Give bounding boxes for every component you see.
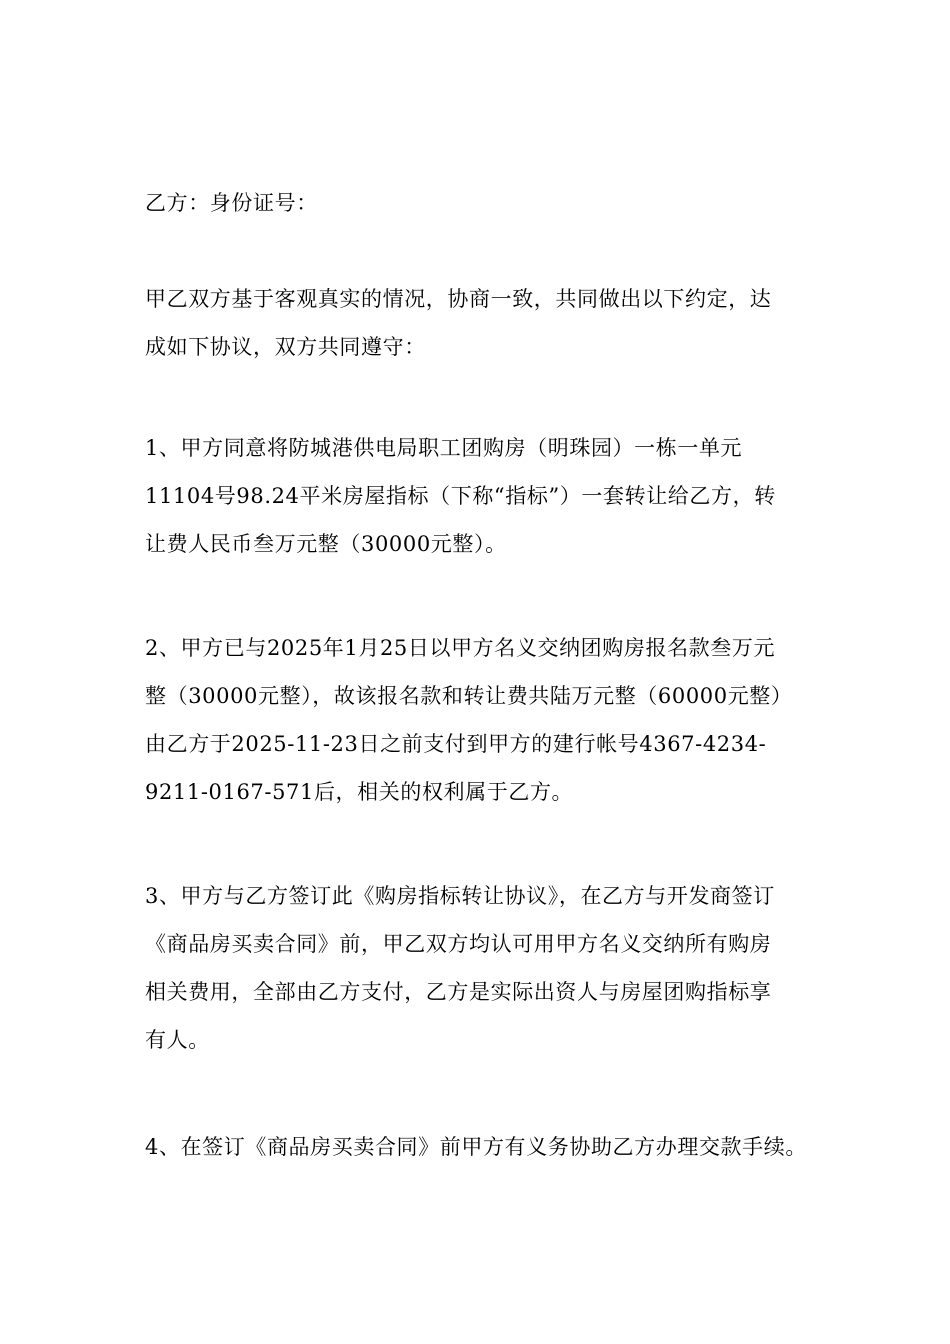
text-line: 9211-0167-571后，相关的权利属于乙方。 [145, 780, 574, 804]
text-line: 甲乙双方基于客观真实的情况，协商一致，共同做出以下约定，达 [145, 287, 772, 311]
text-line: 有人。 [145, 1028, 210, 1052]
text-line: 乙方：身份证号： [145, 191, 318, 215]
text-line: 3、甲方与乙方签订此《购房指标转让协议》，在乙方与开发商签订 [145, 884, 775, 908]
text-line: 2、甲方已与2025年1月25日以甲方名义交纳团购房报名款叁万元 [145, 636, 776, 660]
text-line: 11104号98.24平米房屋指标（下称“指标”）一套转让给乙方，转 [145, 484, 776, 508]
clause-4-paragraph [145, 1123, 825, 1171]
text-line: 4、在签订《商品房买卖合同》前甲方有义务协助乙方办理交款手续。 [145, 1135, 807, 1159]
text-line: 整（30000元整），故该报名款和转让费共陆万元整（60000元整） [145, 684, 793, 708]
text-line: 《商品房买卖合同》前，甲乙双方均认可用甲方名义交纳所有购房 [145, 932, 772, 956]
party-b-id-line [145, 179, 825, 227]
text-line: 相关费用，全部由乙方支付，乙方是实际出资人与房屋团购指标享 [145, 980, 772, 1004]
text-line: 成如下协议，双方共同遵守： [145, 335, 426, 359]
text-line: 让费人民币叁万元整（30000元整）。 [145, 532, 507, 556]
clause-3-paragraph [145, 872, 825, 1064]
text-line: 1、甲方同意将防城港供电局职工团购房（明珠园）一栋一单元 [145, 436, 743, 460]
clause-2-paragraph [145, 624, 825, 816]
text-line: 由乙方于2025-11-23日之前支付到甲方的建行帐号4367-4234- [145, 732, 767, 756]
clause-1-paragraph [145, 424, 825, 568]
preamble-paragraph [145, 275, 825, 371]
